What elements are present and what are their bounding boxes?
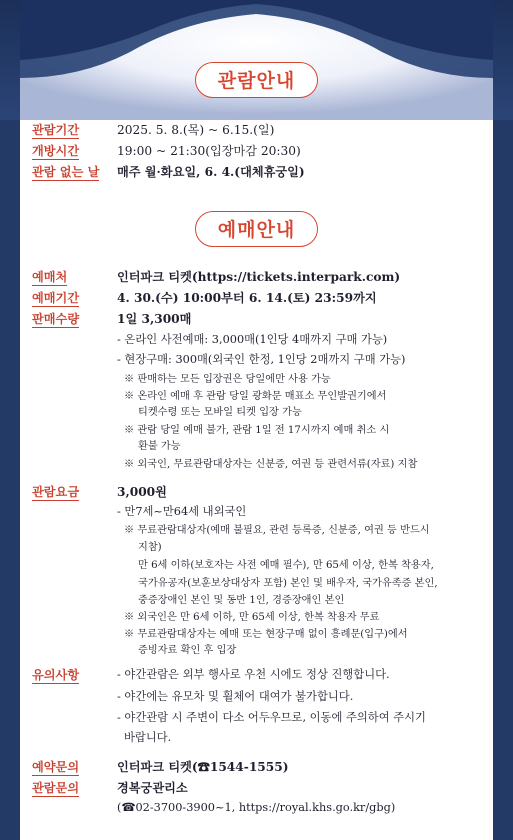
moon-arch-decoration — [20, 0, 493, 120]
booking-note: 티켓수령 또는 모바일 티켓 입장 가능 — [138, 407, 302, 418]
viewing-title: 관람안내 — [195, 62, 318, 98]
caution-item: 바랍니다. — [124, 731, 172, 744]
fee-note: 중증장애인 본인 및 동반 1인, 경증장애인 본인 — [138, 595, 345, 606]
viewing-period-label: 관람기간 — [32, 123, 80, 137]
booking-period-value: 4. 30.(수) 10:00부터 6. 14.(토) 23:59까지 — [117, 291, 377, 305]
booking-note: ※ 온라인 예매 후 관람 당일 광화문 매표소 무인발권기에서 — [124, 391, 387, 402]
booking-inquiry-label: 예약문의 — [32, 760, 80, 774]
fee-note: ※ 무료관람대상자는 예매 또는 현장구매 없이 흥례문(입구)에서 — [124, 629, 408, 640]
caution-item: - 야간관람은 외부 행사로 우천 시에도 정상 진행합니다. — [117, 668, 390, 681]
fee-note: 만 6세 이하(보호자는 사전 예매 필수), 만 65세 이상, 한복 착용자, — [138, 560, 434, 571]
fee-note: ※ 무료관람대상자(예매 불필요, 관련 등록증, 신분증, 여권 등 반드시 — [124, 525, 430, 536]
quantity-value: 1일 3,300매 — [117, 312, 192, 326]
hours-value: 19:00 ~ 21:30(입장마감 20:30) — [117, 144, 301, 158]
caution-item: - 야간에는 유모차 및 휠체어 대여가 불가합니다. — [117, 690, 354, 703]
quantity-online: - 온라인 사전예매: 3,000매(1인당 4매까지 구매 가능) — [117, 333, 388, 346]
closed-days-label: 관람 없는 날 — [32, 165, 100, 179]
visit-inquiry-value: 경복궁관리소 — [117, 781, 188, 795]
fee-target: - 만7세~만64세 내외국인 — [117, 505, 247, 518]
caution-label: 유의사항 — [32, 668, 80, 682]
fee-label: 관람요금 — [32, 485, 80, 499]
viewing-period-value: 2025. 5. 8.(목) ~ 6.15.(일) — [117, 123, 275, 137]
fee-note: 지참) — [138, 542, 162, 553]
visit-inquiry-detail: (☎02-3700-3900~1, https://royal.khs.go.kr/gbg) — [117, 801, 396, 814]
viewing-section-header — [0, 62, 513, 98]
fee-note: 국가유공자(보훈보상대상자 포함) 본인 및 배우자, 국가유족증 본인, — [138, 578, 438, 589]
caution-item: - 야간관람 시 주변이 다소 어두우므로, 이동에 주의하여 주시기 — [117, 711, 426, 724]
visit-inquiry-label: 관람문의 — [32, 781, 80, 795]
booking-inquiry-value: 인터파크 티켓(☎1544-1555) — [117, 760, 289, 774]
booking-title: 예매안내 — [195, 211, 318, 247]
booking-section-header — [0, 211, 513, 247]
booking-note: ※ 외국인, 무료관람대상자는 신분증, 여권 등 관련서류(자료) 지참 — [124, 459, 418, 470]
booking-note: ※ 판매하는 모든 입장권은 당일에만 사용 가능 — [124, 374, 331, 385]
vendor-label: 예매처 — [32, 270, 68, 284]
hours-label: 개방시간 — [32, 144, 80, 158]
booking-note: ※ 관람 당일 예매 불가, 관람 1일 전 17시까지 예매 취소 시 — [124, 425, 390, 436]
fee-value: 3,000원 — [117, 485, 167, 499]
fee-note: ※ 외국인은 만 6세 이하, 만 65세 이상, 한복 착용자 무료 — [124, 612, 380, 623]
booking-note: 환불 가능 — [138, 441, 181, 452]
booking-period-label: 예매기간 — [32, 291, 80, 305]
quantity-label: 판매수량 — [32, 312, 80, 326]
quantity-onsite: - 현장구매: 300매(외국인 한정, 1인당 2매까지 구매 가능) — [117, 353, 406, 366]
closed-days-value: 매주 월·화요일, 6. 4.(대체휴궁일) — [117, 165, 305, 179]
vendor-value: 인터파크 티켓(https://tickets.interpark.com) — [117, 270, 401, 284]
fee-note: 증빙자료 확인 후 입장 — [138, 645, 237, 656]
